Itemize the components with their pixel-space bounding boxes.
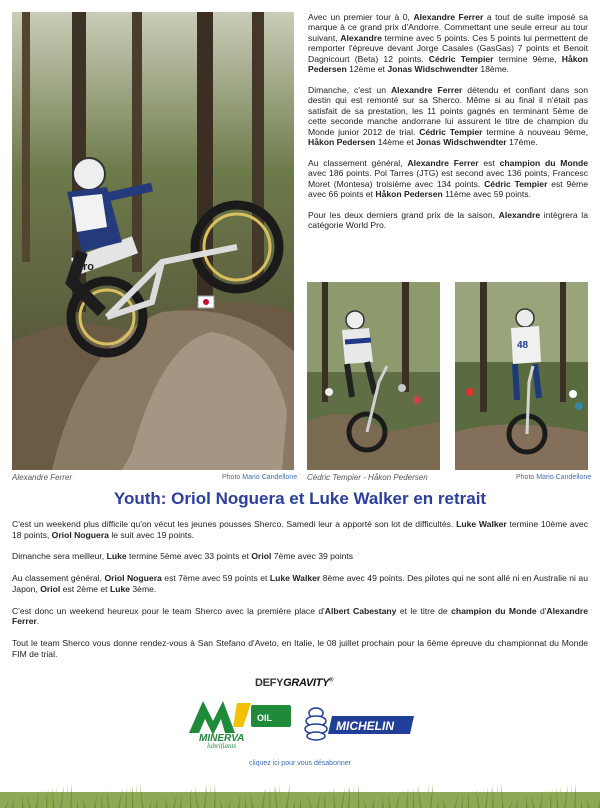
bold-text: Cédric Tempier (428, 53, 494, 64)
text-run: Dimanche sera meilleur, (12, 551, 107, 562)
text-run: est (478, 157, 500, 168)
bold-text: Alexandre Ferrer (390, 84, 463, 95)
text-run: Pour les deux derniers grand prix de la saison, (308, 209, 499, 220)
bold-text: Albert Cabestany (324, 605, 397, 616)
bold-text: Luke Walker (456, 519, 507, 529)
bibendum-icon (305, 708, 327, 740)
logo-text: DEFY (255, 677, 284, 689)
rider-number: 48 (517, 340, 529, 351)
photo-caption-pair: Cédric Tempier - Håkon Pedersen (307, 473, 428, 482)
bold-text: Cédric Tempier (419, 126, 483, 137)
paragraph (12, 638, 588, 659)
text-run: 3ème. (130, 583, 157, 594)
bold-text: Håkon Pedersen (308, 53, 588, 75)
text-run: Avec un premier tour à 0, (308, 12, 414, 22)
paragraph (12, 519, 588, 540)
bold-text: Jonas Widschwendter (415, 137, 507, 148)
paragraph (12, 551, 588, 562)
text-run: 11ème avec 59 points. (442, 189, 531, 200)
bold-text: Luke Walker (269, 573, 321, 584)
michelin-name: MICHELIN (336, 719, 394, 733)
bold-text: Luke (106, 551, 127, 562)
text-run: est 2ème et (60, 583, 110, 594)
text-run: termine 10ème avec 18 points, (12, 519, 589, 540)
section-title: Youth: Oriol Noguera et Luke Walker en retrait (113, 489, 487, 508)
bold-text: Alexandre (498, 209, 541, 220)
bold-text: champion du Monde (499, 157, 588, 168)
michelin-logo[interactable] (300, 704, 416, 742)
photo-cedric-tempier (307, 282, 440, 470)
text-run: termine à nouveau 9ème, (482, 126, 588, 137)
text-run: termine avec 5 points. Ces 5 points lui permettent de remporter l'épreuve devant Jorge Casales (GasGas) 7 points et Benoit Dagnicourt (Beta) 12 points. (308, 32, 589, 64)
paragraph (308, 210, 588, 231)
photo-credit-pair (516, 474, 591, 481)
photo-credit-ferrer (222, 474, 297, 481)
text-run: avec 186 points. Pol Tarres (JTG) est second avec 136 points, Francesc Moret (Montesa) troisième avec 134 points. (308, 168, 588, 189)
text-run: est 9ème avec 66 points et (308, 178, 588, 200)
bold-text: Oriol (40, 583, 61, 594)
bold-text: champion du Monde (451, 605, 537, 616)
text-run: 18ème. (477, 64, 510, 75)
text-run: est 7ème avec 59 points et (161, 573, 270, 584)
text-run: le suit avec 19 points. (108, 529, 194, 540)
bold-text: Håkon Pedersen (308, 137, 376, 148)
text-run: . (36, 616, 40, 627)
minerva-sub: lubrifiants (207, 742, 237, 749)
grass-footer-decoration (0, 770, 600, 808)
paragraph (308, 12, 588, 75)
photo-hakon-pedersen (455, 282, 588, 470)
defy-gravity-logo[interactable] (255, 677, 333, 689)
text-run: détendu et confiant dans son destin qui est remonté sur sa Sherco. Même si au final il n'était pas satisfait de sa prestation, les 11 points gagnés en terminant 5ème de cette seconde manche andorrane lui assurent le titre de champion du Monde junior 2012 de trial. (308, 84, 588, 137)
minerva-oil-logo[interactable] (185, 697, 295, 749)
bold-text: Alexandre Ferrer (407, 157, 479, 168)
article-youth-section (12, 519, 588, 671)
bold-text: Alexandre (340, 32, 382, 43)
logo-text: GRAVITY (283, 677, 330, 689)
text-run: et le titre de (396, 605, 452, 616)
credit-prefix: Photo (222, 474, 241, 481)
text-run: intègrera la catégorie World Pro. (308, 209, 588, 231)
paragraph (308, 85, 588, 148)
bold-text: Håkon Pedersen (375, 189, 443, 200)
photo-caption-ferrer: Alexandre Ferrer (12, 473, 73, 482)
paragraph (12, 573, 588, 594)
credit-photographer: Mario Candellone (242, 474, 298, 481)
bold-text: Alexandre Ferrer (413, 12, 484, 22)
bold-text: Luke (109, 583, 131, 594)
bold-text: Jonas Widschwendter (387, 64, 478, 75)
bold-text: Alexandre Ferrer (12, 605, 588, 627)
paragraph (308, 158, 588, 200)
bold-text: Oriol (251, 551, 272, 562)
text-run: Au classement général, (308, 157, 408, 168)
text-run: Dimanche, c'est un (308, 84, 391, 95)
credit-photographer: Mario Candellone (536, 474, 592, 481)
unsubscribe-link[interactable]: cliquez ici pour vous désabonner (249, 760, 351, 767)
text-run: 12ème et (346, 64, 388, 75)
text-run: C'est un weekend plus difficile qu'on vécut les jeunes pousses Sherco. Samedi leur a apporté son lot de difficultés. (12, 519, 457, 529)
text-run: termine 5ème avec 33 points et (126, 551, 252, 562)
bold-text: Cédric Tempier (484, 178, 548, 189)
minerva-oil: OIL (257, 713, 272, 723)
text-run: 14ème et (375, 137, 416, 148)
photo-alexandre-ferrer (12, 12, 294, 470)
credit-prefix: Photo (516, 474, 535, 481)
bold-text: Oriol Noguera (51, 529, 109, 540)
text-run: 7ème avec 39 points (271, 551, 354, 562)
paragraph (12, 606, 588, 627)
registered-mark: ® (329, 677, 334, 684)
text-run: a tout de suite imposé sa marque à ce grand prix d'Andorre. Commettant une seule erreur au tour suivant, (308, 12, 588, 43)
minerva-name: MINERVA (199, 733, 245, 744)
article-right-column (308, 12, 588, 241)
text-run: C'est donc un weekend heureux pour le team Sherco avec la première place d' (12, 605, 325, 616)
text-run: Tout le team Sherco vous donne rendez-vous à San Stefano d'Aveto, en Italie, le 08 juillet prochain pour la 6ème épreuve du championnat du Monde FIM de trial. (12, 638, 588, 659)
bold-text: Oriol Noguera (104, 573, 162, 584)
text-run: 17ème. (506, 137, 538, 148)
text-run: Au classement général, (12, 573, 105, 584)
text-run: d' (536, 605, 547, 616)
bike-brand-label: Ciro (72, 261, 94, 273)
text-run: termine 9ème, (493, 53, 562, 64)
text-run: 8ème avec 49 points. Des pilotes qui ne sont allé ni en Australie ni au Japon, (12, 573, 588, 594)
